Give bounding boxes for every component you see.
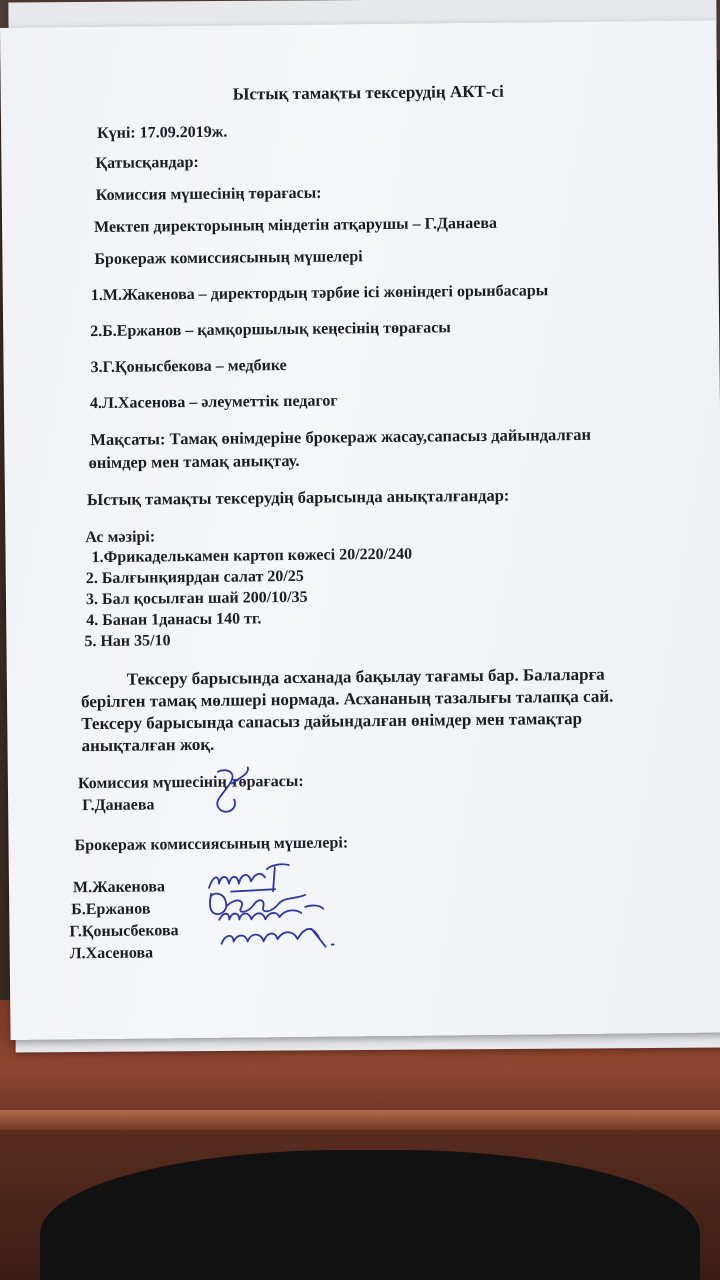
chair-signature (204, 765, 265, 821)
conclusion-line: анықталған жоқ. (81, 734, 215, 756)
participants-label: Қатысқандар: (95, 153, 199, 173)
menu-label: Ас мәзірі: (85, 528, 156, 547)
menu-item: 1.Фрикаделькамен картоп көжесі 20/220/240 (91, 545, 413, 567)
findings-heading: Ыстық тамақты тексерудің барысында анықталғандар: (86, 485, 510, 510)
document-title: Ыстық тамақты тексерудің АКТ-сі (232, 81, 504, 104)
conclusion-line: берілген тамақ мөлшері нормада. Асхананың тазалығы талапқа сай. (80, 686, 614, 712)
sign-chair-label: Комиссия мүшесінің төрағасы: (77, 772, 304, 793)
table-edge (0, 1110, 720, 1132)
menu-item: 3. Бал қосылған шай 200/10/35 (85, 588, 308, 609)
member-line: 3.Г.Қонысбекова – медбике (90, 357, 287, 377)
purpose-line: Мақсаты: Тамақ өнімдеріне брокераж жасау,сапасыз дайындалған (90, 424, 591, 450)
members-heading: Брокераж комиссиясының мүшелері (94, 248, 363, 269)
menu-item: 5. Нан 35/10 (84, 632, 171, 651)
member-signature (215, 902, 346, 955)
conclusion-line: Тексеру барысында асханада бақылау тағамы бар. Балаларға (126, 664, 605, 689)
menu-item: 2. Балғынқиярдан салат 20/25 (85, 567, 304, 588)
member-line: 2.Б.Ержанов – қамқоршылық кеңесінің төрағасы (90, 319, 451, 341)
chair-label: Комиссия мүшесінің төрағасы: (95, 184, 322, 205)
document-date: Күні: 17.09.2019ж. (97, 123, 228, 142)
purpose-line: өнімдер мен тамақ анықтау. (88, 450, 300, 473)
document-sheet (0, 21, 720, 1040)
sign-member-name: Б.Ержанов (71, 900, 151, 919)
sign-member-name: Л.Хасенова (69, 944, 154, 963)
sign-chair-name: Г.Данаева (82, 796, 155, 815)
sign-member-name: Г.Қонысбекова (69, 922, 179, 941)
chair-line: Мектеп директорының міндетін атқарушы – Г.Данаева (94, 214, 498, 237)
sign-members-heading: Брокераж комиссиясының мүшелері: (74, 834, 349, 855)
member-line: 4.Л.Хасенова – әлеуметтік педагог (89, 392, 338, 413)
sign-member-name: М.Жакенова (72, 878, 165, 897)
member-line: 1.М.Жакенова – директордың тәрбие ісі жөніндегі орынбасары (90, 282, 549, 305)
conclusion-line: Тексеру барысында сапасыз дайындалған өнімдер мен тамақтар (81, 708, 583, 734)
menu-item: 4. Банан 1данасы 140 тг. (86, 610, 262, 630)
